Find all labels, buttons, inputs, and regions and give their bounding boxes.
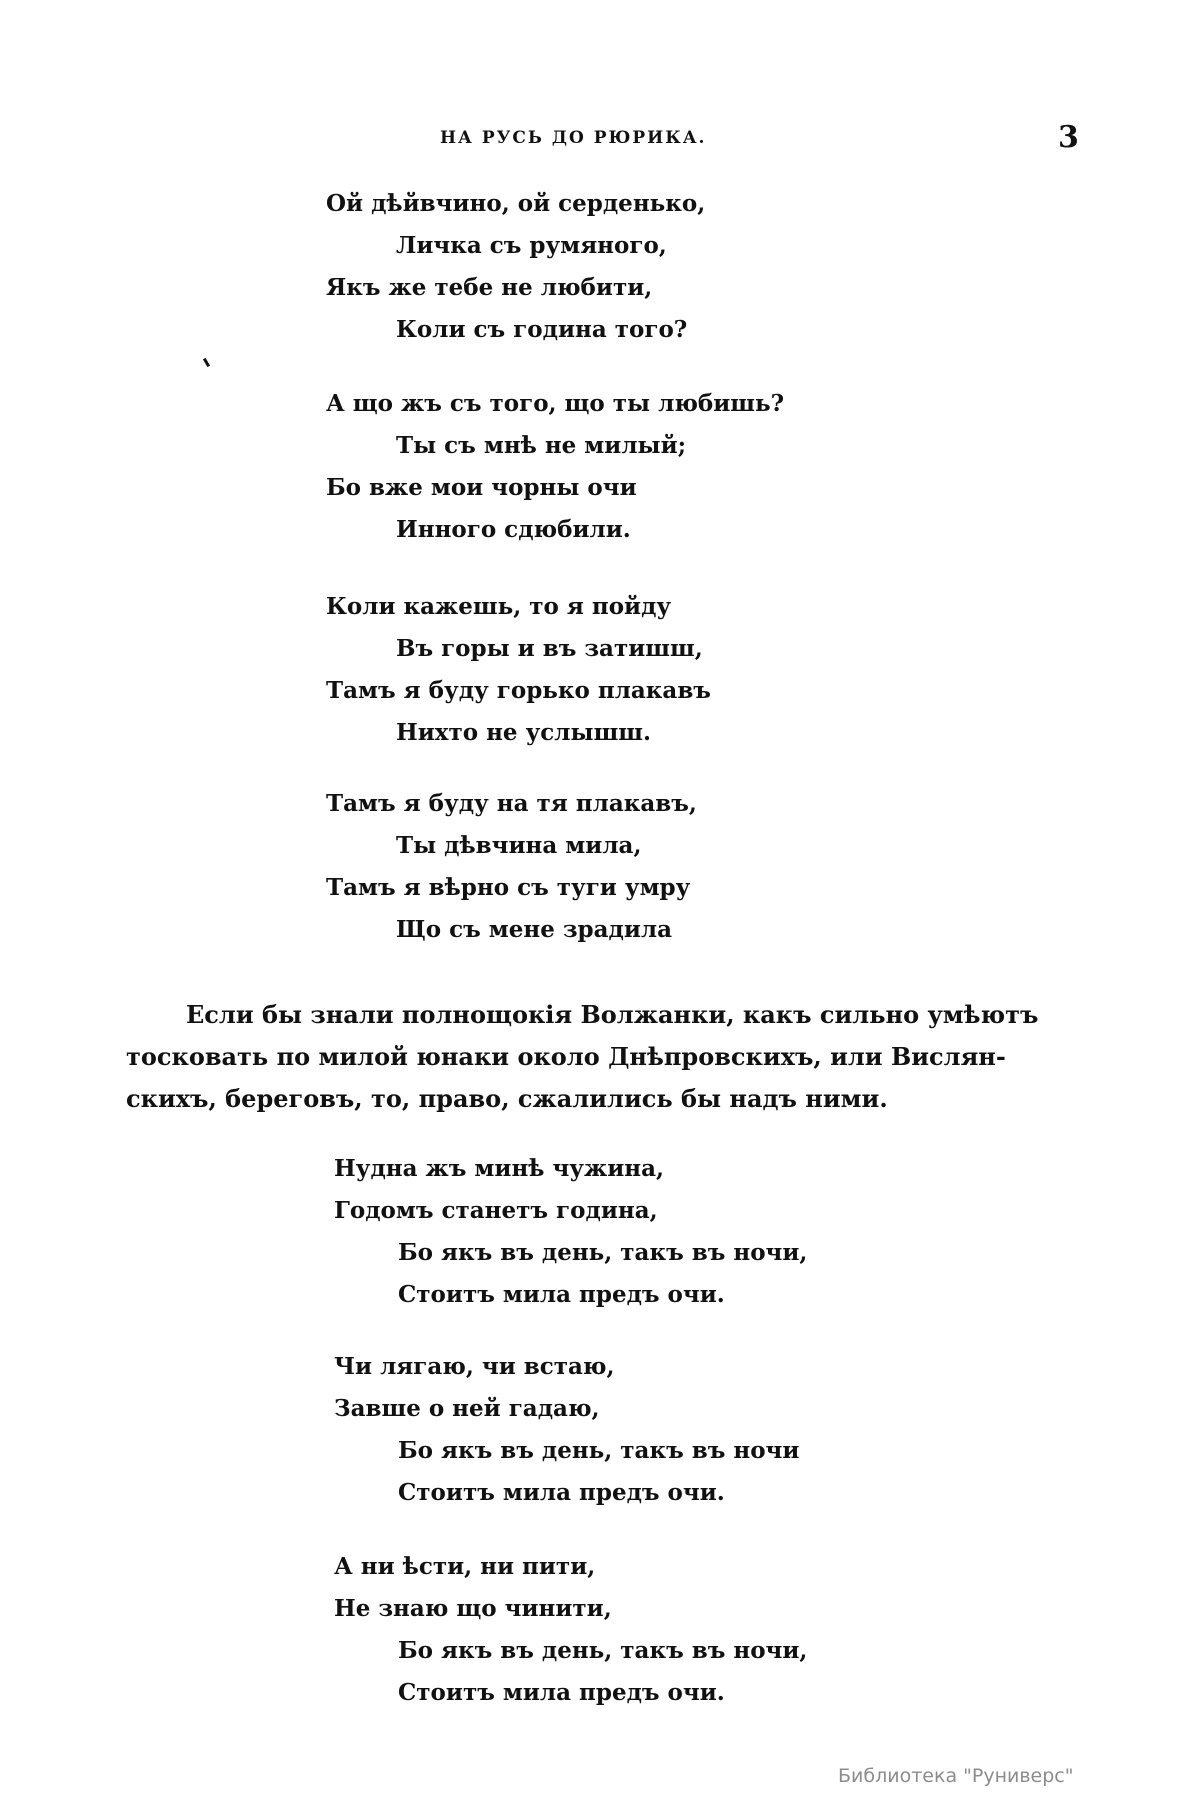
- verse-line: Якъ же тебе не любити,: [326, 274, 653, 301]
- verse-line: Стоитъ мила предъ очи.: [398, 1281, 725, 1308]
- verse-line: А ни ѣсти, ни пити,: [334, 1553, 596, 1580]
- verse-line: Ты съ мнѣ не милый;: [396, 432, 687, 459]
- verse-line: А що жъ съ того, що ты любишь?: [326, 390, 785, 417]
- verse-line: Коли съ година того?: [396, 316, 688, 343]
- verse-line: Завше о ней гадаю,: [334, 1395, 600, 1422]
- verse-line: Ой дѣйвчино, ой серденько,: [326, 190, 706, 217]
- page-number: 3: [1058, 120, 1079, 155]
- verse-line: Бо якъ въ день, такъ въ ночи,: [398, 1637, 808, 1664]
- verse-line: Чи лягаю, чи встаю,: [334, 1353, 615, 1380]
- verse-line: Личка съ румяного,: [396, 232, 667, 259]
- verse-line: Ты дѣвчина мила,: [396, 832, 642, 859]
- verse-line: Бо вже мои чорны очи: [326, 474, 637, 501]
- verse-line: Стоитъ мила предъ очи.: [398, 1479, 725, 1506]
- verse-line: Тамъ я буду на тя плакавъ,: [326, 790, 697, 817]
- library-watermark: Библиотека "Руниверс": [838, 1765, 1074, 1787]
- verse-line: Нихто не услышш.: [396, 719, 652, 746]
- verse-line: Не знаю що чинити,: [334, 1595, 612, 1622]
- prose-line: Если бы знали полнощокія Волжанки, какъ сильно умѣютъ: [186, 1000, 1039, 1029]
- prose-line: скихъ, береговъ, то, право, сжалились бы надъ ними.: [126, 1084, 888, 1113]
- prose-line: тосковать по милой юнаки около Днѣпровскихъ, или Вислян-: [126, 1042, 1006, 1071]
- verse-line: Въ горы и въ затишш,: [396, 635, 703, 662]
- stray-ink-mark: [203, 358, 210, 367]
- verse-line: Коли кажешь, то я пойду: [326, 593, 672, 620]
- verse-line: Годомъ станетъ година,: [334, 1197, 658, 1224]
- verse-line: Тамъ я вѣрно съ туги умру: [326, 874, 691, 901]
- verse-line: Нудна жъ минѣ чужина,: [334, 1155, 665, 1182]
- verse-line: Бо якъ въ день, такъ въ ночи: [398, 1437, 800, 1464]
- verse-line: Инного сдюбили.: [396, 516, 631, 543]
- verse-line: Що съ мене зрадила: [396, 916, 672, 943]
- verse-line: Бо якъ въ день, такъ въ ночи,: [398, 1239, 808, 1266]
- verse-line: Стоитъ мила предъ очи.: [398, 1679, 725, 1706]
- running-head: НА РУСЬ ДО РЮРИКА.: [440, 128, 707, 148]
- verse-line: Тамъ я буду горько плакавъ: [326, 677, 711, 704]
